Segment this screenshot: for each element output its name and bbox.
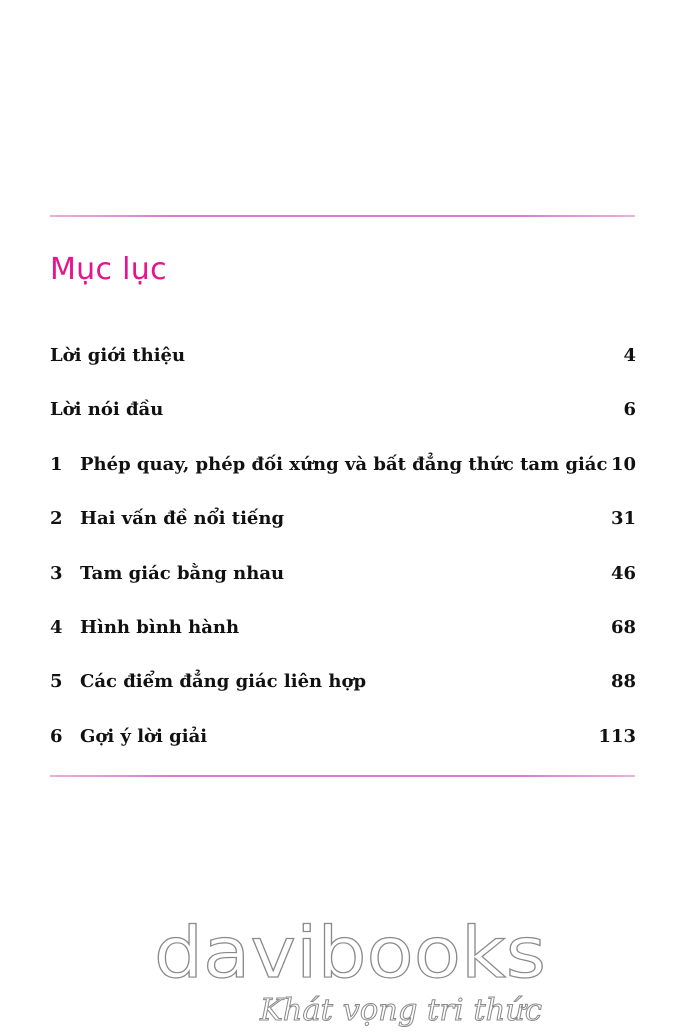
toc-entry-chapter-1[interactable] <box>50 447 636 501</box>
toc-entry-page: 4 <box>623 345 636 366</box>
watermark-slogan: Khát vọng tri thức <box>258 993 543 1028</box>
toc-entry-page: 88 <box>610 671 636 693</box>
toc-entry-title: Tam giác bằng nhau <box>80 562 285 584</box>
toc-entry-page: 10 <box>610 453 636 475</box>
toc-entry-title: Hai vấn đề nổi tiếng <box>80 508 285 530</box>
toc-entry-chapter-3[interactable] <box>50 556 636 610</box>
toc-entry-title: Các điểm đẳng giác liên hợp <box>80 671 367 693</box>
toc-entry-title: Hình bình hành <box>80 616 240 638</box>
toc-entry-chapter-4[interactable] <box>50 610 636 664</box>
toc-entry-page: 31 <box>610 508 636 530</box>
toc-entry-chapter-6[interactable] <box>50 719 636 773</box>
toc-heading: Mục lục <box>50 252 167 287</box>
toc-entry-number: 1 <box>50 453 63 475</box>
toc-entry-title: Phép quay, phép đối xứng và bất đẳng thức tam giác <box>80 453 608 475</box>
toc-list <box>50 338 636 773</box>
toc-entry-preface[interactable] <box>50 392 636 446</box>
toc-entry-page: 113 <box>598 725 636 747</box>
toc-entry-number: 5 <box>50 671 63 693</box>
bottom-divider <box>50 775 635 777</box>
toc-entry-chapter-2[interactable] <box>50 501 636 555</box>
toc-entry-number: 4 <box>50 616 63 638</box>
watermark-brand: davibooks <box>154 912 546 994</box>
toc-entry-title: Gợi ý lời giải <box>80 725 208 747</box>
toc-entry-introduction[interactable] <box>50 338 636 392</box>
toc-entry-page: 6 <box>623 399 636 421</box>
toc-entry-page: 46 <box>610 562 636 584</box>
publisher-watermark-logo <box>150 905 550 1030</box>
top-divider <box>50 215 635 217</box>
toc-entry-chapter-5[interactable] <box>50 664 636 718</box>
toc-entry-number: 2 <box>50 508 63 530</box>
toc-entry-title: Lời giới thiệu <box>50 345 186 366</box>
toc-entry-page: 68 <box>610 616 636 638</box>
toc-entry-number: 6 <box>50 725 63 747</box>
toc-entry-number: 3 <box>50 562 63 584</box>
toc-entry-title: Lời nói đầu <box>50 399 164 421</box>
watermark-svg <box>150 905 550 1030</box>
